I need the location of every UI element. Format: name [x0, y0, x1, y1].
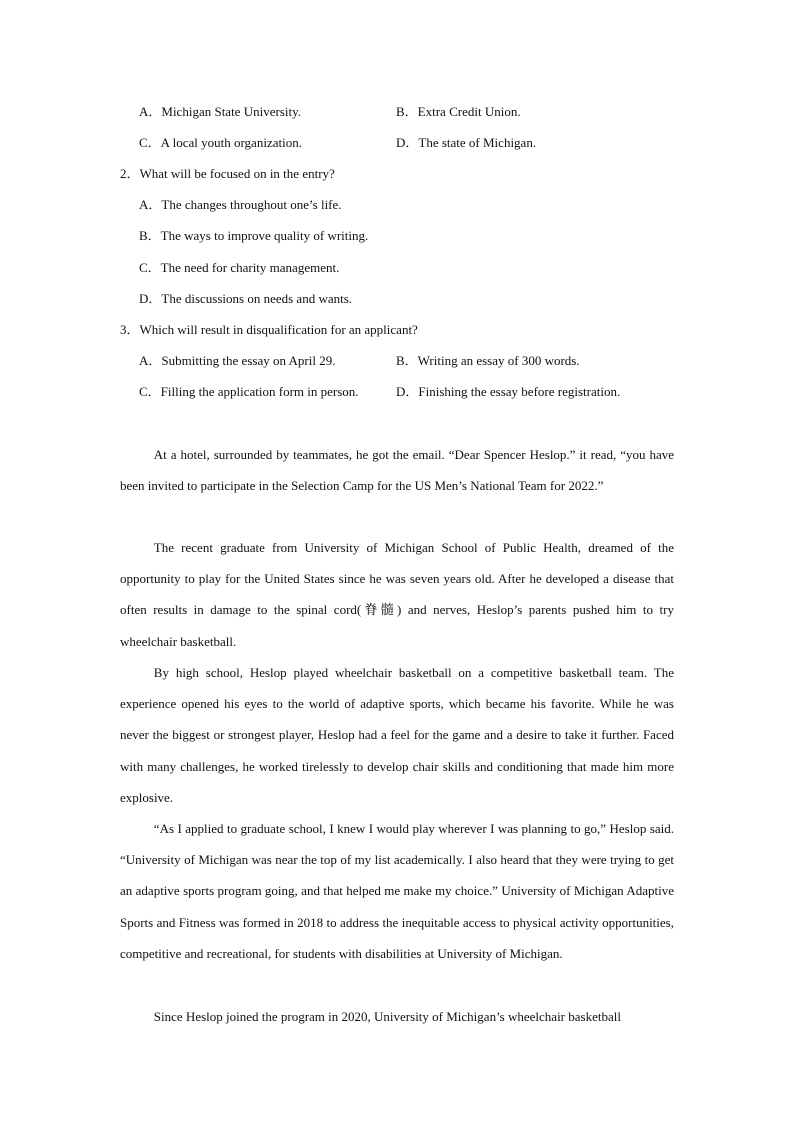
passage-paragraph-3: By high school, Heslop played wheelchair basketball on a competitive basketball team. The experience opened his eyes to the world of adaptive sports, which became his favorite. While he was never the biggest or strongest player, Heslop had a feel for the game and a desire to take it further. Faced with many challenges, he worked tirelessly to develop chair skills and conditioning that made him more explosive.: [120, 665, 674, 805]
q2-option-d: D．The discussions on needs and wants.: [139, 291, 353, 306]
q2-option-a: A．The changes throughout one’s life.: [139, 197, 342, 212]
q3-option-c: C．Filling the application form in person.: [139, 384, 359, 399]
q3-option-a: A．Submitting the essay on April 29.: [139, 353, 336, 368]
q2-option-b: B．The ways to improve quality of writing.: [139, 228, 369, 243]
q1-option-a: A．Michigan State University.: [139, 104, 301, 119]
q3-option-b: B．Writing an essay of 300 words.: [396, 353, 580, 368]
q3-stem: 3．Which will result in disqualification for an applicant?: [120, 322, 418, 337]
q2-stem: 2．What will be focused on in the entry?: [120, 166, 335, 181]
q3-option-d: D．Finishing the essay before registration.: [396, 384, 621, 399]
passage-paragraph-2: The recent graduate from University of Michigan School of Public Health, dreamed of the opportunity to play for the United States since he was seven years old. After he developed a disease that often results in damage to the spinal cord(脊髓) and nerves, Heslop’s parents pushed him to try wheelchair basketball.: [120, 540, 674, 649]
q1-option-c: C．A local youth organization.: [139, 135, 302, 150]
q1-option-b: B．Extra Credit Union.: [396, 104, 521, 119]
passage-paragraph-1: At a hotel, surrounded by teammates, he got the email. “Dear Spencer Heslop.” it read, “you have been invited to participate in the Selection Camp for the US Men’s National Team for 2022.”: [120, 447, 674, 494]
passage-paragraph-5: Since Heslop joined the program in 2020, University of Michigan’s wheelchair basketball: [153, 1009, 621, 1024]
q1-option-d: D．The state of Michigan.: [396, 135, 537, 150]
passage-paragraph-4: “As I applied to graduate school, I knew I would play wherever I was planning to go,” Heslop said. “University of Michigan was near the top of my list academically. I also heard that they were trying to get an adaptive sports program going, and that helped me make my choice.” University of Michigan Adaptive Sports and Fitness was formed in 2018 to address the inequitable access to physical activity opportunities, competitive and recreational, for students with disabilities at University of Michigan.: [120, 821, 674, 961]
q2-option-c: C．The need for charity management.: [139, 260, 340, 275]
